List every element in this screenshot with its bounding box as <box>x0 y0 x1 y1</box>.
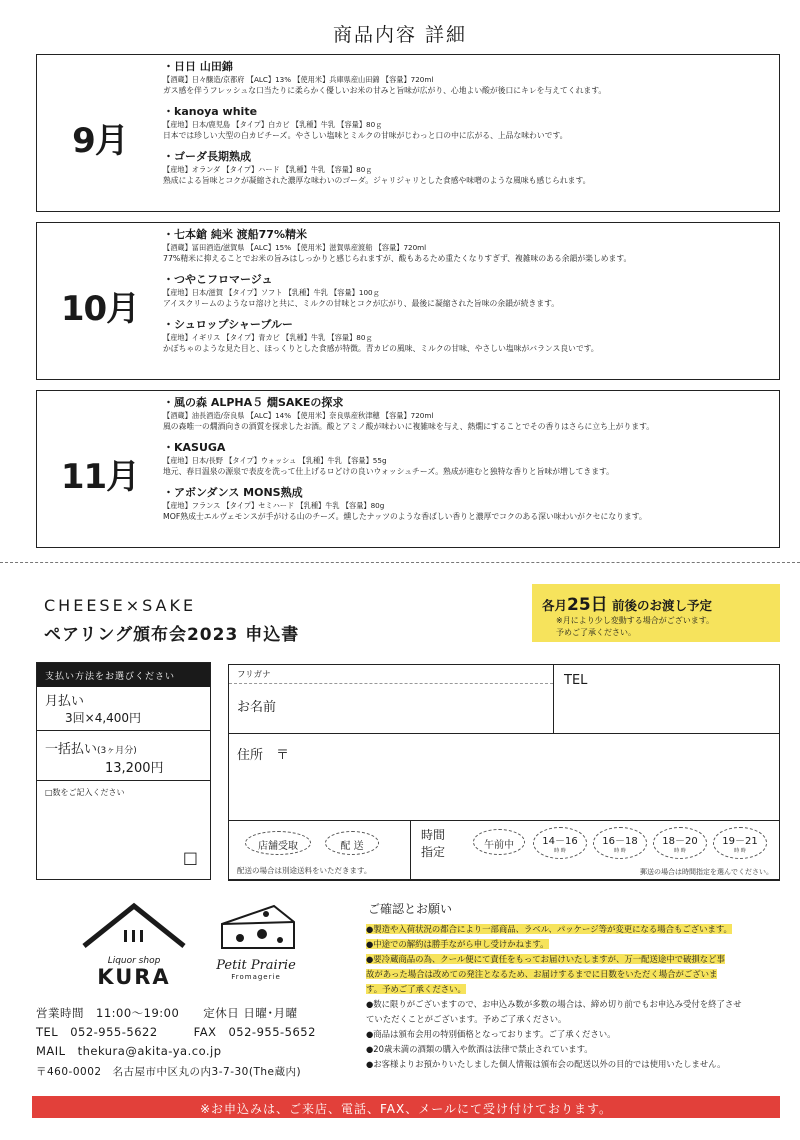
item-spec: 【酒蔵】日々醸造/京都府 【ALC】13% 【使用米】兵庫県産山田錦 【容量】720ml <box>163 75 434 84</box>
shop-hours: 営業時間 11:00～19:00 定休日 日曜･月曜 <box>36 1006 298 1020</box>
time-option-19-21[interactable] <box>713 827 767 859</box>
month-box-september <box>36 54 780 212</box>
time-range: 19－21 <box>722 836 758 847</box>
note-line <box>366 982 780 997</box>
note-line <box>366 1057 780 1072</box>
list-item <box>163 440 773 478</box>
item-name: ・風の森 ALPHA５ 燗SAKEの探求 <box>163 396 344 409</box>
note-text: ●20歳未満の酒類の購入や飲酒は法律で禁止されています。 <box>366 1044 593 1054</box>
kura-text: KURA <box>97 965 171 989</box>
lump-label: 一括払い <box>45 742 98 757</box>
note-line <box>366 1012 780 1027</box>
monthly-option[interactable] <box>37 687 210 731</box>
time-label-2: 指定 <box>421 845 446 859</box>
list-item <box>163 395 773 433</box>
shop-address: 〒460-0002 名古屋市中区丸の内3-7-30(The蔵内) <box>36 1066 302 1078</box>
time-label <box>421 827 445 861</box>
item-name: ・kanoya white <box>163 105 258 118</box>
notice-suffix: 前後のお渡し予定 <box>612 598 713 613</box>
shop-phone: TEL 052-955-5622 FAX 052-955-5652 <box>36 1025 316 1039</box>
item-spec: 【産地】日本/鹿児島 【タイプ】白カビ 【乳種】牛乳 【容量】80ｇ <box>163 120 383 129</box>
note-text: ●中途での解約は勝手ながら申し受けかねます。 <box>366 939 549 949</box>
delivery-option[interactable]: 配 送 <box>325 831 379 855</box>
monthly-price: 3回×4,400円 <box>65 711 142 725</box>
time-label-1: 時間 <box>421 828 446 842</box>
lump-sub: (3ヶ月分) <box>97 746 137 756</box>
month-label: 11月 <box>60 457 140 497</box>
address-label: 住所 <box>237 748 264 763</box>
list-item <box>163 485 773 523</box>
item-name: ・日日 山田錦 <box>163 60 233 73</box>
time-option-am[interactable]: 午前中 <box>473 829 525 855</box>
time-slot-selector <box>410 820 780 881</box>
item-desc: かぼちゃのような見た目と、ほっくりとした食感が特徴。青カビの風味、ミルクの甘味、やさしい塩味がバランス良いです。 <box>163 344 599 353</box>
note-line <box>366 937 780 952</box>
note-text: ●製造や入荷状況の都合により一部商品、ラベル、パッケージ等が変更になる場合もございます。 <box>366 924 732 934</box>
monthly-label: 月払い <box>45 694 85 709</box>
lump-sum-option[interactable] <box>37 731 210 781</box>
shop-info <box>36 1004 316 1082</box>
item-name: ・七本鎗 純米 渡船77%精米 <box>163 228 307 241</box>
item-desc: 77%精米に抑えることでお米の旨みはしっかりと感じられますが、酸もあるため重たくなりすぎず、複雑味のある余韻が楽しめます。 <box>163 254 632 263</box>
item-name: ・アボンダンス MONS熟成 <box>163 486 303 499</box>
time-unit: 時 時 <box>554 848 566 854</box>
quantity-checkbox[interactable]: □ <box>182 848 198 867</box>
item-list <box>163 395 773 530</box>
delivery-date-notice <box>532 584 780 642</box>
notice-prefix: 各月 <box>542 598 568 613</box>
time-note: 郵送の場合は時間指定を選んでください。 <box>640 868 773 876</box>
delivery-note: 配送の場合は別途送料をいただきます。 <box>237 866 372 875</box>
list-item <box>163 317 773 355</box>
time-range: 14－16 <box>542 836 578 847</box>
item-name: ・ゴーダ長期熟成 <box>163 150 251 163</box>
pp-sub-text: Fromagerie <box>231 973 281 981</box>
list-item <box>163 104 773 142</box>
shop-mail: MAIL thekura@akita-ya.co.jp <box>36 1044 222 1058</box>
pp-text: Petit Prairie <box>216 958 296 973</box>
time-range: 18－20 <box>662 836 698 847</box>
time-option-16-18[interactable] <box>593 827 647 859</box>
note-text: ●商品は頒布会用の特別価格となっております。ご了承ください。 <box>366 1029 616 1039</box>
customer-form <box>228 664 780 880</box>
item-desc: 地元、春日温泉の源泉で表皮を洗って仕上げるロどけの良いウォッシュチーズ。熟成が進むと独特な香りと旨味が増してきます。 <box>163 467 614 476</box>
time-unit: 時 時 <box>674 848 686 854</box>
kura-small-text: Liquor shop <box>107 956 161 966</box>
cheese-icon <box>204 900 308 954</box>
item-spec: 【産地】日本/長野 【タイプ】ウォッシュ 【乳種】牛乳 【容量】55g <box>163 456 387 465</box>
note-line <box>366 1027 780 1042</box>
item-spec: 【産地】フランス 【タイプ】セミハード 【乳種】牛乳 【容量】80g <box>163 501 385 510</box>
item-name: ・KASUGA <box>163 441 226 454</box>
item-spec: 【酒蔵】油長酒造/奈良県 【ALC】14% 【使用米】奈良県産秋津穂 【容量】720ml <box>163 411 434 420</box>
note-text: ●お客様よりお預かりいたしました個人情報は頒布会の配送以外の目的では使用いたしません。 <box>366 1059 726 1069</box>
item-desc: アイスクリームのようなロ溶けと共に、ミルクの甘味とコクが広がり、最後に凝縮された旨味の余韻が続きます。 <box>163 299 560 308</box>
quantity-note: □数をご記入ください <box>45 788 125 797</box>
item-list <box>163 59 773 194</box>
note-text: す。予めご了承ください。 <box>366 984 466 994</box>
item-desc: 風の森唯一の燗酒向きの酒質を探求したお酒。酸とアミノ酸が味わいに複雑味を与え、熱燗にすることでその香りはさらに立ち上がります。 <box>163 422 655 431</box>
notice-note-2: 予めご了承ください。 <box>556 628 636 637</box>
month-box-october <box>36 222 780 380</box>
form-title: ペアリング頒布会2023 申込書 <box>44 625 300 645</box>
kura-logo <box>74 900 194 990</box>
item-name: ・つやこフロマージュ <box>163 273 273 286</box>
notice-day: 25日 <box>567 595 608 615</box>
item-spec: 【産地】日本/滋賀 【タイプ】ソフト 【乳種】牛乳 【容量】100ｇ <box>163 288 380 297</box>
list-item <box>163 227 773 265</box>
item-spec: 【産地】イギリス 【タイプ】青カビ 【乳種】牛乳 【容量】80ｇ <box>163 333 373 342</box>
cheese-sake-heading: CHEESE×SAKE <box>44 596 197 615</box>
time-range: 16－18 <box>602 836 638 847</box>
footer-banner: ※お申込みは、ご来店、電話、FAX、メールにて受け付けております。 <box>32 1096 780 1118</box>
postal-mark: 〒 <box>276 748 290 763</box>
tel-field[interactable] <box>553 664 780 734</box>
petit-prairie-logo <box>204 900 308 990</box>
payment-header: 支払い方法をお選びください <box>37 663 210 687</box>
month-box-november <box>36 390 780 548</box>
page-title: 商品内容 詳細 <box>332 24 468 46</box>
name-field[interactable] <box>228 664 554 734</box>
item-name: ・シュロップシャーブルー <box>163 318 293 331</box>
notes-title: ご確認とお願い <box>368 902 453 916</box>
item-list <box>163 227 773 362</box>
house-icon <box>74 900 194 952</box>
month-label: 9月 <box>72 121 128 161</box>
note-line <box>366 997 780 1012</box>
item-spec: 【産地】オランダ 【タイプ】ハード 【乳種】牛乳 【容量】80ｇ <box>163 165 373 174</box>
list-item <box>163 272 773 310</box>
note-text: ていただくことがございます。予めご了承ください。 <box>366 1014 567 1024</box>
note-line <box>366 1042 780 1057</box>
time-option-14-16[interactable] <box>533 827 587 859</box>
month-label: 10月 <box>60 289 140 329</box>
time-unit: 時 時 <box>614 848 626 854</box>
address-field[interactable] <box>228 733 780 821</box>
note-text: ●数に限りがございますので、お申込み数が多数の場合は、締め切り前でもお申込み受付を終了させ <box>366 999 742 1009</box>
note-line <box>366 952 780 967</box>
store-pickup-option[interactable]: 店舗受取 <box>245 831 311 855</box>
item-desc: ガス感を伴うフレッシュな口当たりに柔らかく優しいお米の甘みと旨味が広がり、心地よい酸が後口にキレを与えてくれます。 <box>163 86 607 95</box>
note-text: 故があった場合は改めての発注となるため、お届けするまでに日数をいただく場合がございま <box>366 969 718 979</box>
item-desc: 熟成による旨味とコクが凝縮された濃厚な味わいのゴーダ。ジャリジャリとした食感や味噌のような風味も感じられます。 <box>163 176 591 185</box>
time-unit: 時 時 <box>734 848 746 854</box>
lump-price: 13,200円 <box>105 761 164 776</box>
notice-note-1: ※月により少し変動する場合がございます。 <box>556 616 715 625</box>
item-desc: 日本では珍しい大型の白カビチーズ。やさしい塩味とミルクの甘味がじわっと口の中に広がる、上品な味わいです。 <box>163 131 568 140</box>
list-item <box>163 59 773 97</box>
name-label: お名前 <box>237 700 277 715</box>
note-line <box>366 967 780 982</box>
list-item <box>163 149 773 187</box>
note-line <box>366 922 780 937</box>
time-option-18-20[interactable] <box>653 827 707 859</box>
note-text: ●要冷蔵商品の為、クール便にて責任をもってお届けいたしますが、万一配送途中で破損など事 <box>366 954 725 964</box>
notes-list <box>366 922 780 1072</box>
item-desc: MOF熟成士エルヴェモンスが手がける山のチーズ。燻したナッツのような香ばしい香りと濃厚でコクのある深い味わいがクセになります。 <box>163 512 647 521</box>
furigana-label: フリガナ <box>229 665 553 684</box>
item-spec: 【酒蔵】冨田酒造/滋賀県 【ALC】15% 【使用米】滋賀県産渡船 【容量】720ml <box>163 243 427 252</box>
payment-method-box <box>36 662 211 880</box>
tel-label: TEL <box>564 673 588 688</box>
receive-method <box>228 820 411 881</box>
cut-line <box>0 562 800 563</box>
